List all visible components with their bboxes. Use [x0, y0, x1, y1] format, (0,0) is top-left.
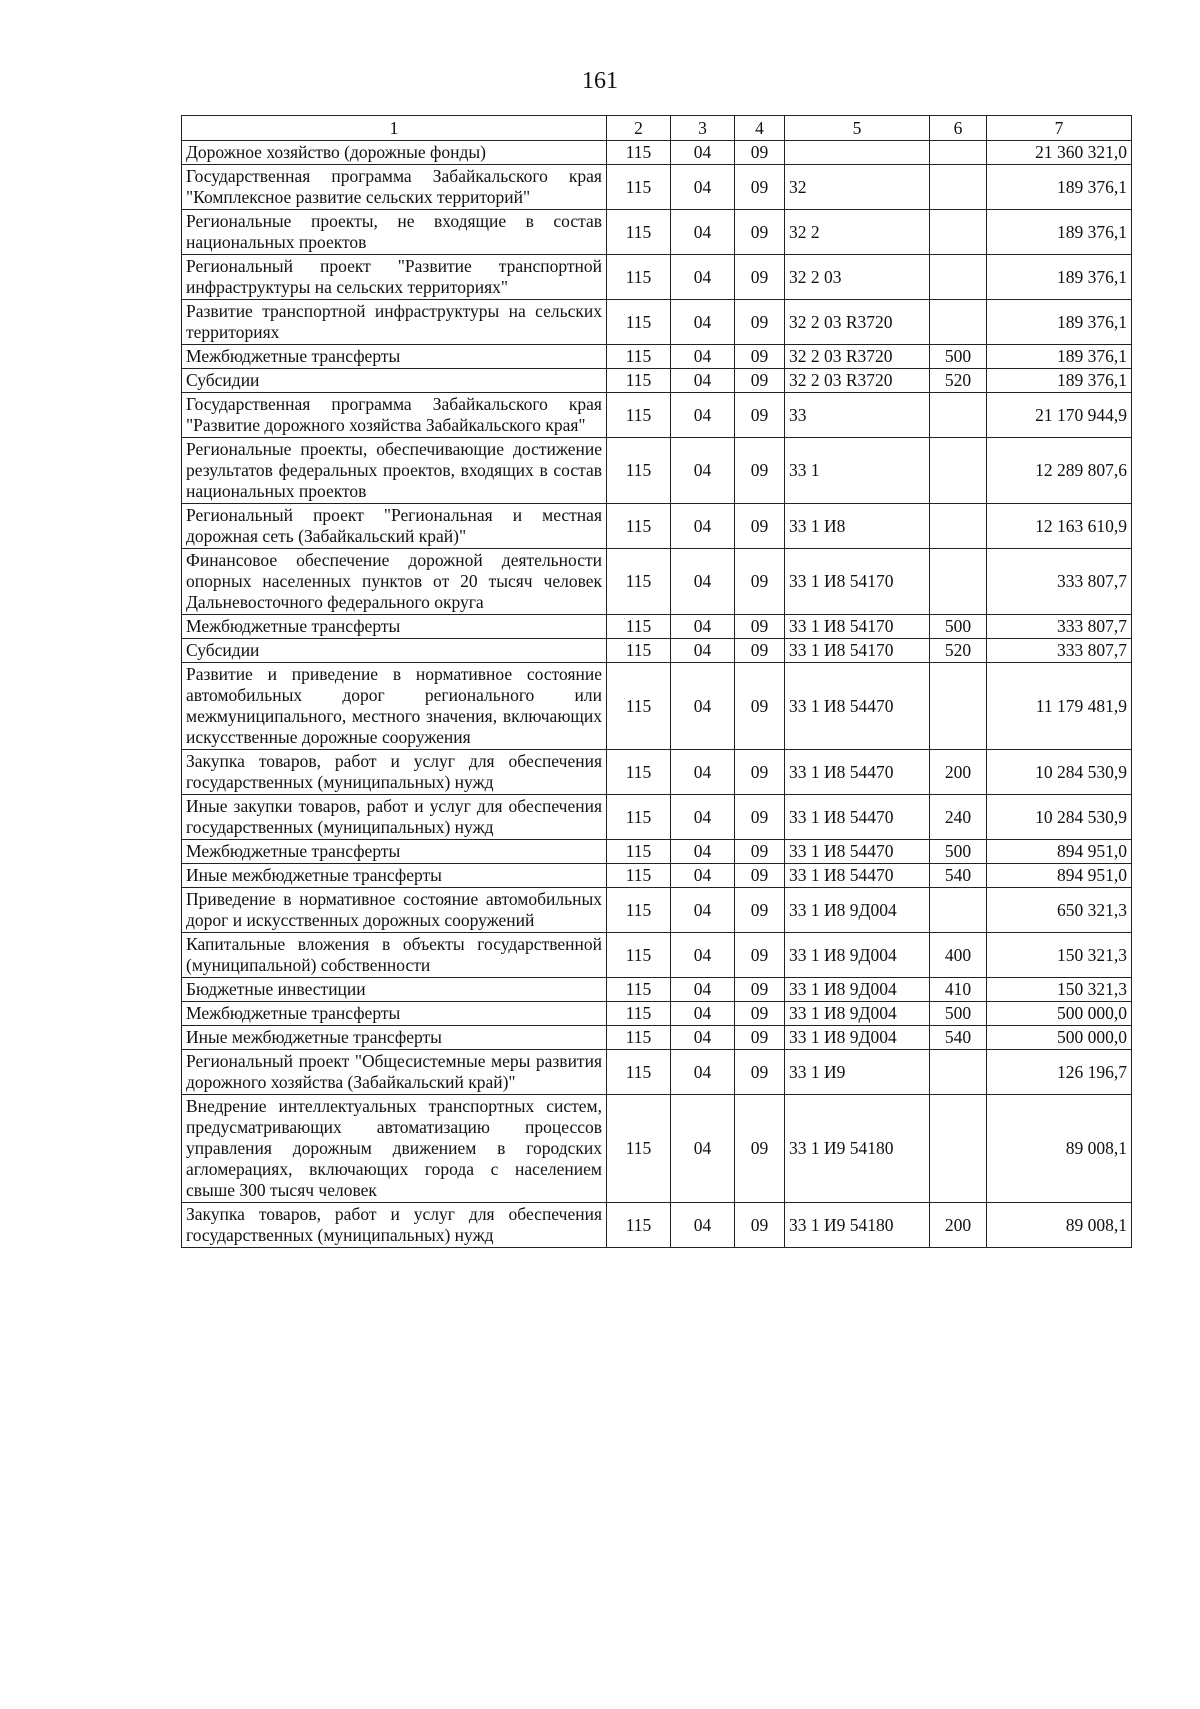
row-code-5-cell: 33 1 И8 9Д004 [785, 933, 930, 978]
row-sum-cell: 500 000,0 [987, 1026, 1132, 1050]
row-code-2-cell: 115 [607, 1203, 671, 1248]
row-name-cell: Государственная программа Забайкальского края "Комплексное развитие сельских территорий" [182, 165, 607, 210]
row-code-4-cell: 09 [735, 639, 785, 663]
row-code-2-cell: 115 [607, 1050, 671, 1095]
table-row [182, 165, 1132, 210]
row-code-5-cell [785, 141, 930, 165]
table-row [182, 504, 1132, 549]
row-sum-cell: 21 170 944,9 [987, 393, 1132, 438]
row-code-5-cell: 33 1 [785, 438, 930, 504]
row-code-6-cell [930, 300, 987, 345]
header-col-7: 7 [987, 116, 1132, 141]
row-code-3-cell: 04 [671, 1050, 735, 1095]
row-sum-cell: 89 008,1 [987, 1203, 1132, 1248]
table-header-row [182, 116, 1132, 141]
row-code-4-cell: 09 [735, 255, 785, 300]
row-code-6-cell: 400 [930, 933, 987, 978]
table-row [182, 864, 1132, 888]
row-sum-cell: 650 321,3 [987, 888, 1132, 933]
row-name-cell: Региональные проекты, не входящие в состав национальных проектов [182, 210, 607, 255]
row-sum-cell: 894 951,0 [987, 864, 1132, 888]
row-code-2-cell: 115 [607, 864, 671, 888]
row-code-3-cell: 04 [671, 141, 735, 165]
row-sum-cell: 89 008,1 [987, 1095, 1132, 1203]
row-sum-cell: 189 376,1 [987, 255, 1132, 300]
row-code-2-cell: 115 [607, 165, 671, 210]
table-row [182, 840, 1132, 864]
row-sum-cell: 12 163 610,9 [987, 504, 1132, 549]
row-sum-cell: 333 807,7 [987, 639, 1132, 663]
row-code-6-cell [930, 504, 987, 549]
row-code-6-cell [930, 165, 987, 210]
budget-table [181, 115, 1132, 1248]
row-code-5-cell: 33 1 И8 54470 [785, 864, 930, 888]
row-sum-cell: 894 951,0 [987, 840, 1132, 864]
row-name-cell: Межбюджетные трансферты [182, 1002, 607, 1026]
header-col-4: 4 [735, 116, 785, 141]
row-sum-cell: 21 360 321,0 [987, 141, 1132, 165]
row-code-5-cell: 33 [785, 393, 930, 438]
row-sum-cell: 189 376,1 [987, 300, 1132, 345]
row-code-4-cell: 09 [735, 393, 785, 438]
row-name-cell: Иные межбюджетные трансферты [182, 864, 607, 888]
row-code-3-cell: 04 [671, 639, 735, 663]
row-code-3-cell: 04 [671, 255, 735, 300]
table-row [182, 750, 1132, 795]
row-code-6-cell: 240 [930, 795, 987, 840]
row-code-5-cell: 33 1 И8 54470 [785, 795, 930, 840]
row-code-5-cell: 33 1 И8 9Д004 [785, 1002, 930, 1026]
row-code-3-cell: 04 [671, 864, 735, 888]
table-row [182, 300, 1132, 345]
row-code-5-cell: 32 2 03 R3720 [785, 369, 930, 393]
table-row [182, 978, 1132, 1002]
row-code-6-cell: 540 [930, 864, 987, 888]
header-col-3: 3 [671, 116, 735, 141]
row-code-2-cell: 115 [607, 933, 671, 978]
row-code-6-cell: 500 [930, 840, 987, 864]
row-code-5-cell: 33 1 И8 9Д004 [785, 888, 930, 933]
table-row [182, 345, 1132, 369]
row-sum-cell: 126 196,7 [987, 1050, 1132, 1095]
table-row [182, 933, 1132, 978]
row-code-6-cell [930, 888, 987, 933]
row-code-4-cell: 09 [735, 210, 785, 255]
row-code-6-cell: 520 [930, 639, 987, 663]
row-code-3-cell: 04 [671, 504, 735, 549]
row-code-2-cell: 115 [607, 1026, 671, 1050]
row-code-4-cell: 09 [735, 750, 785, 795]
row-code-3-cell: 04 [671, 795, 735, 840]
row-code-3-cell: 04 [671, 888, 735, 933]
table-row [182, 141, 1132, 165]
row-code-4-cell: 09 [735, 933, 785, 978]
row-code-5-cell: 33 1 И9 54180 [785, 1203, 930, 1248]
table-body [182, 141, 1132, 1248]
row-sum-cell: 12 289 807,6 [987, 438, 1132, 504]
row-code-5-cell: 32 2 03 R3720 [785, 345, 930, 369]
row-code-6-cell: 200 [930, 750, 987, 795]
row-name-cell: Капитальные вложения в объекты государственной (муниципальной) собственности [182, 933, 607, 978]
row-code-3-cell: 04 [671, 393, 735, 438]
row-code-3-cell: 04 [671, 549, 735, 615]
row-sum-cell: 11 179 481,9 [987, 663, 1132, 750]
row-code-4-cell: 09 [735, 141, 785, 165]
table-row [182, 438, 1132, 504]
row-code-6-cell: 500 [930, 615, 987, 639]
row-code-6-cell [930, 1050, 987, 1095]
row-code-2-cell: 115 [607, 369, 671, 393]
row-code-4-cell: 09 [735, 1050, 785, 1095]
row-sum-cell: 333 807,7 [987, 549, 1132, 615]
row-code-2-cell: 115 [607, 615, 671, 639]
table-row [182, 1002, 1132, 1026]
row-code-5-cell: 33 1 И8 9Д004 [785, 978, 930, 1002]
row-sum-cell: 150 321,3 [987, 978, 1132, 1002]
row-code-5-cell: 33 1 И8 [785, 504, 930, 549]
row-code-5-cell: 33 1 И8 54470 [785, 840, 930, 864]
row-name-cell: Иные закупки товаров, работ и услуг для обеспечения государственных (муниципальных) нужд [182, 795, 607, 840]
row-name-cell: Развитие транспортной инфраструктуры на сельских территориях [182, 300, 607, 345]
row-code-5-cell: 33 1 И8 54470 [785, 750, 930, 795]
row-name-cell: Межбюджетные трансферты [182, 840, 607, 864]
table-row [182, 1050, 1132, 1095]
row-code-2-cell: 115 [607, 750, 671, 795]
row-name-cell: Межбюджетные трансферты [182, 615, 607, 639]
row-code-6-cell [930, 393, 987, 438]
row-code-3-cell: 04 [671, 750, 735, 795]
row-name-cell: Субсидии [182, 639, 607, 663]
row-code-3-cell: 04 [671, 1002, 735, 1026]
row-code-6-cell: 410 [930, 978, 987, 1002]
table-row [182, 888, 1132, 933]
row-code-2-cell: 115 [607, 978, 671, 1002]
row-name-cell: Региональный проект "Региональная и местная дорожная сеть (Забайкальский край)" [182, 504, 607, 549]
row-code-4-cell: 09 [735, 840, 785, 864]
row-code-4-cell: 09 [735, 1203, 785, 1248]
row-name-cell: Межбюджетные трансферты [182, 345, 607, 369]
row-code-4-cell: 09 [735, 300, 785, 345]
row-code-2-cell: 115 [607, 210, 671, 255]
table-row [182, 1026, 1132, 1050]
row-code-3-cell: 04 [671, 615, 735, 639]
row-code-6-cell: 520 [930, 369, 987, 393]
row-name-cell: Закупка товаров, работ и услуг для обеспечения государственных (муниципальных) нужд [182, 1203, 607, 1248]
row-name-cell: Приведение в нормативное состояние автомобильных дорог и искусственных дорожных сооружений [182, 888, 607, 933]
row-code-4-cell: 09 [735, 663, 785, 750]
row-code-5-cell: 33 1 И8 9Д004 [785, 1026, 930, 1050]
row-name-cell: Иные межбюджетные трансферты [182, 1026, 607, 1050]
row-code-4-cell: 09 [735, 795, 785, 840]
row-code-6-cell: 500 [930, 1002, 987, 1026]
row-code-5-cell: 32 [785, 165, 930, 210]
header-col-2: 2 [607, 116, 671, 141]
row-code-4-cell: 09 [735, 888, 785, 933]
row-code-3-cell: 04 [671, 1026, 735, 1050]
row-code-4-cell: 09 [735, 549, 785, 615]
row-code-2-cell: 115 [607, 141, 671, 165]
row-code-6-cell [930, 549, 987, 615]
table-row [182, 1203, 1132, 1248]
header-col-6: 6 [930, 116, 987, 141]
row-code-5-cell: 33 1 И9 54180 [785, 1095, 930, 1203]
row-code-3-cell: 04 [671, 933, 735, 978]
row-sum-cell: 189 376,1 [987, 345, 1132, 369]
row-sum-cell: 189 376,1 [987, 369, 1132, 393]
row-code-2-cell: 115 [607, 300, 671, 345]
row-code-2-cell: 115 [607, 1002, 671, 1026]
row-code-3-cell: 04 [671, 300, 735, 345]
row-code-6-cell: 200 [930, 1203, 987, 1248]
row-name-cell: Финансовое обеспечение дорожной деятельности опорных населенных пунктов от 20 тысяч человек Дальневосточного федерального округа [182, 549, 607, 615]
row-code-4-cell: 09 [735, 1026, 785, 1050]
row-code-5-cell: 33 1 И9 [785, 1050, 930, 1095]
row-code-3-cell: 04 [671, 840, 735, 864]
row-code-3-cell: 04 [671, 438, 735, 504]
row-sum-cell: 189 376,1 [987, 165, 1132, 210]
row-sum-cell: 10 284 530,9 [987, 795, 1132, 840]
row-code-2-cell: 115 [607, 438, 671, 504]
row-sum-cell: 189 376,1 [987, 210, 1132, 255]
row-code-4-cell: 09 [735, 1002, 785, 1026]
row-code-3-cell: 04 [671, 345, 735, 369]
header-col-1: 1 [182, 116, 607, 141]
row-code-6-cell [930, 663, 987, 750]
row-code-4-cell: 09 [735, 615, 785, 639]
row-code-2-cell: 115 [607, 663, 671, 750]
table-row [182, 795, 1132, 840]
row-code-4-cell: 09 [735, 978, 785, 1002]
row-code-4-cell: 09 [735, 438, 785, 504]
row-code-2-cell: 115 [607, 393, 671, 438]
row-sum-cell: 333 807,7 [987, 615, 1132, 639]
row-name-cell: Бюджетные инвестиции [182, 978, 607, 1002]
table-row [182, 369, 1132, 393]
row-name-cell: Региональные проекты, обеспечивающие достижение результатов федеральных проектов, входящих в состав национальных проектов [182, 438, 607, 504]
row-name-cell: Государственная программа Забайкальского края "Развитие дорожного хозяйства Забайкальского края" [182, 393, 607, 438]
row-code-5-cell: 33 1 И8 54170 [785, 615, 930, 639]
row-name-cell: Закупка товаров, работ и услуг для обеспечения государственных (муниципальных) нужд [182, 750, 607, 795]
page-number: 161 [582, 68, 618, 94]
row-code-2-cell: 115 [607, 639, 671, 663]
row-code-6-cell: 540 [930, 1026, 987, 1050]
row-name-cell: Развитие и приведение в нормативное состояние автомобильных дорог регионального или межмуниципального, местного значения, включающих искусственные дорожные сооружения [182, 663, 607, 750]
table-row [182, 1095, 1132, 1203]
row-code-2-cell: 115 [607, 255, 671, 300]
row-code-5-cell: 32 2 03 R3720 [785, 300, 930, 345]
row-code-3-cell: 04 [671, 978, 735, 1002]
row-sum-cell: 10 284 530,9 [987, 750, 1132, 795]
table-row [182, 210, 1132, 255]
row-code-6-cell [930, 210, 987, 255]
row-code-5-cell: 32 2 03 [785, 255, 930, 300]
row-code-2-cell: 115 [607, 840, 671, 864]
row-code-6-cell [930, 1095, 987, 1203]
row-code-2-cell: 115 [607, 549, 671, 615]
row-code-3-cell: 04 [671, 663, 735, 750]
row-name-cell: Региональный проект "Развитие транспортной инфраструктуры на сельских территориях" [182, 255, 607, 300]
row-code-3-cell: 04 [671, 210, 735, 255]
row-code-3-cell: 04 [671, 1095, 735, 1203]
row-code-2-cell: 115 [607, 795, 671, 840]
row-name-cell: Региональный проект "Общесистемные меры развития дорожного хозяйства (Забайкальский край)" [182, 1050, 607, 1095]
table-row [182, 663, 1132, 750]
row-code-6-cell: 500 [930, 345, 987, 369]
row-code-4-cell: 09 [735, 864, 785, 888]
row-code-4-cell: 09 [735, 1095, 785, 1203]
table-row [182, 393, 1132, 438]
row-code-4-cell: 09 [735, 345, 785, 369]
row-code-4-cell: 09 [735, 369, 785, 393]
header-col-5: 5 [785, 116, 930, 141]
row-code-6-cell [930, 141, 987, 165]
row-code-2-cell: 115 [607, 345, 671, 369]
row-name-cell: Субсидии [182, 369, 607, 393]
row-code-3-cell: 04 [671, 1203, 735, 1248]
row-code-2-cell: 115 [607, 1095, 671, 1203]
row-sum-cell: 150 321,3 [987, 933, 1132, 978]
row-code-3-cell: 04 [671, 165, 735, 210]
row-name-cell: Внедрение интеллектуальных транспортных систем, предусматривающих автоматизацию процессов управления дорожным движением в городских агломерациях, включающих города с населением свыше 300 тысяч человек [182, 1095, 607, 1203]
row-code-3-cell: 04 [671, 369, 735, 393]
row-code-6-cell [930, 438, 987, 504]
row-code-2-cell: 115 [607, 504, 671, 549]
table-row [182, 615, 1132, 639]
row-name-cell: Дорожное хозяйство (дорожные фонды) [182, 141, 607, 165]
row-code-4-cell: 09 [735, 165, 785, 210]
row-code-2-cell: 115 [607, 888, 671, 933]
row-code-5-cell: 33 1 И8 54170 [785, 549, 930, 615]
row-sum-cell: 500 000,0 [987, 1002, 1132, 1026]
row-code-5-cell: 33 1 И8 54170 [785, 639, 930, 663]
row-code-5-cell: 33 1 И8 54470 [785, 663, 930, 750]
table-row [182, 255, 1132, 300]
row-code-5-cell: 32 2 [785, 210, 930, 255]
table-row [182, 549, 1132, 615]
row-code-6-cell [930, 255, 987, 300]
row-code-4-cell: 09 [735, 504, 785, 549]
table-row [182, 639, 1132, 663]
